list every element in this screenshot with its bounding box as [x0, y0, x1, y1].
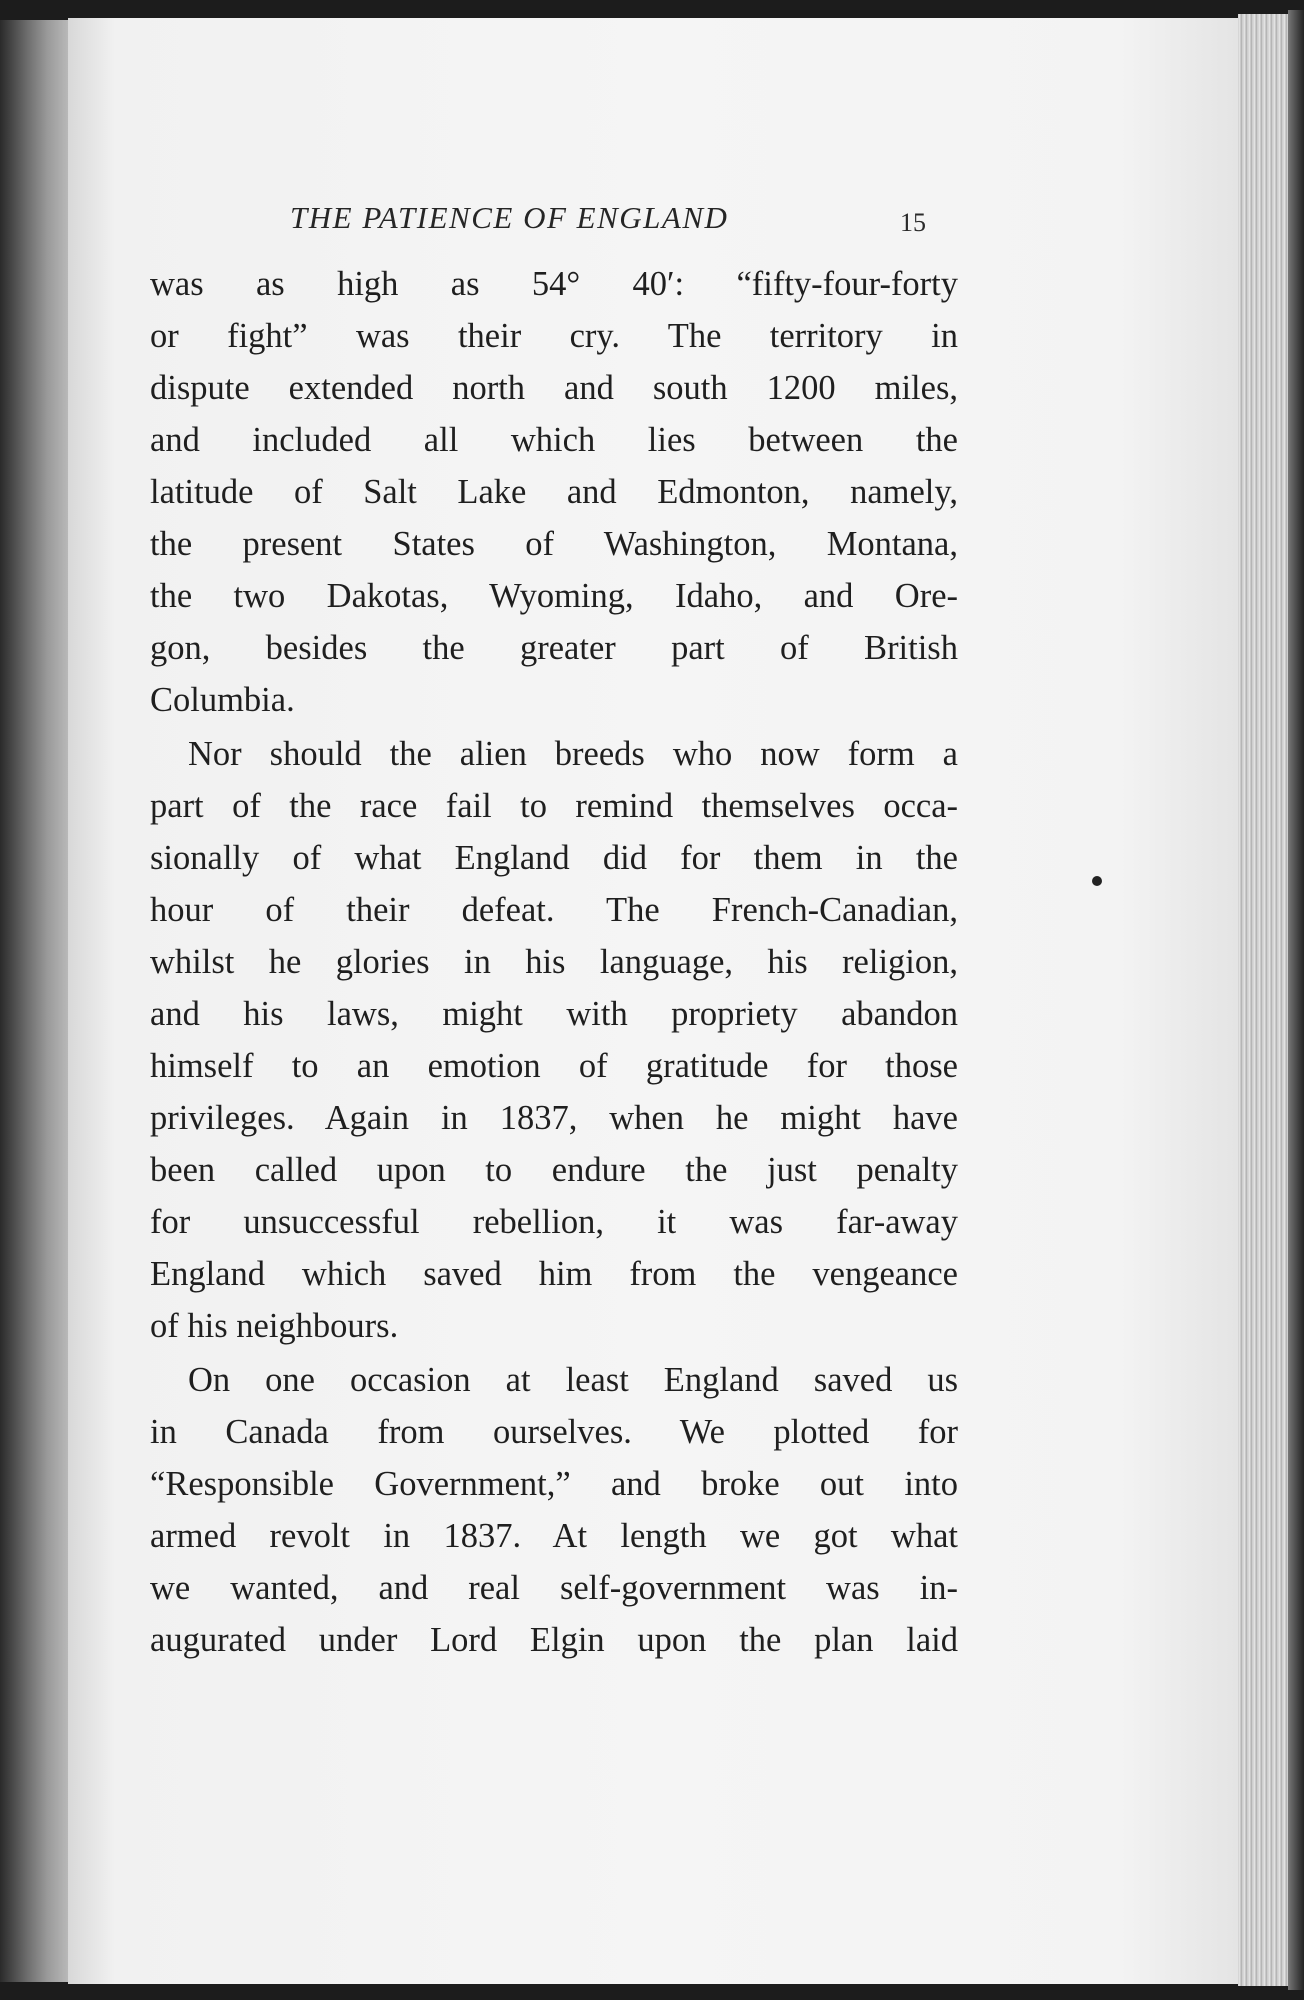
text-line: for unsuccessful rebellion, it was far-away	[150, 1203, 958, 1241]
paragraph-1	[150, 258, 958, 726]
text-line: and included all which lies between the	[150, 421, 958, 459]
text-line: latitude of Salt Lake and Edmonton, namely,	[150, 473, 958, 511]
text-line: and his laws, might with propriety abandon	[150, 995, 958, 1033]
text-line: dispute extended north and south 1200 miles,	[150, 369, 958, 407]
text-line: part of the race fail to remind themselves occa-	[150, 787, 958, 825]
text-line: was as high as 54° 40′: “fifty-four-forty	[150, 265, 958, 303]
text-line: “Responsible Government,” and broke out into	[150, 1465, 958, 1503]
text-line: privileges. Again in 1837, when he might have	[150, 1099, 958, 1137]
text-line: been called upon to endure the just penalty	[150, 1151, 958, 1189]
paragraph-2	[150, 728, 958, 1352]
text-line: we wanted, and real self-government was in-	[150, 1569, 958, 1607]
text-line: of his neighbours.	[150, 1307, 399, 1345]
text-line: On one occasion at least England saved us	[188, 1361, 958, 1399]
paragraph-3	[150, 1354, 958, 1666]
text-line: himself to an emotion of gratitude for those	[150, 1047, 958, 1085]
text-line: Nor should the alien breeds who now form a	[188, 735, 958, 773]
book-edge-shadow	[1288, 10, 1304, 1990]
text-line: hour of their defeat. The French-Canadian,	[150, 891, 958, 929]
page-number: 15	[900, 208, 926, 237]
text-line: sionally of what England did for them in the	[150, 839, 958, 877]
text-line: the two Dakotas, Wyoming, Idaho, and Ore-	[150, 577, 958, 615]
book-gutter	[0, 20, 68, 1982]
text-line: in Canada from ourselves. We plotted for	[150, 1413, 958, 1451]
body-text	[150, 258, 958, 1668]
ink-speck	[1092, 876, 1102, 886]
text-line: whilst he glories in his language, his religion,	[150, 943, 958, 981]
text-line: or fight” was their cry. The territory in	[150, 317, 958, 355]
text-line: gon, besides the greater part of British	[150, 629, 958, 667]
text-line: armed revolt in 1837. At length we got what	[150, 1517, 958, 1555]
running-head: THE PATIENCE OF ENGLAND	[290, 200, 729, 235]
page-edges	[1238, 14, 1288, 1986]
text-line: augurated under Lord Elgin upon the plan laid	[150, 1621, 958, 1659]
text-line: England which saved him from the vengeance	[150, 1255, 958, 1293]
text-line: Columbia.	[150, 681, 295, 719]
text-line: the present States of Washington, Montana,	[150, 525, 958, 563]
